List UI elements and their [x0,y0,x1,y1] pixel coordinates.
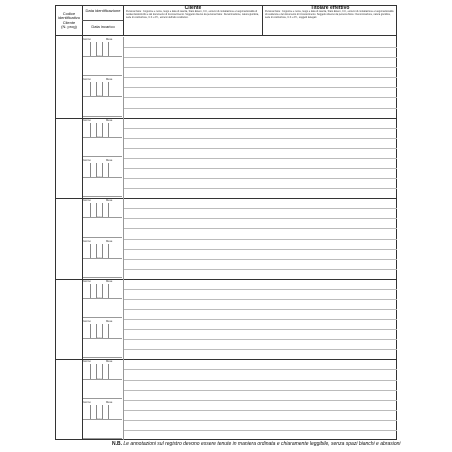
anno-label: Anno [97,377,104,381]
giorno-label: Giorno [83,400,91,404]
writing-line [123,380,397,381]
anno-label: Anno [97,176,104,180]
writing-line [123,299,397,300]
anno-label: Anno [97,55,104,59]
codice-line-4: (N. prog) [61,24,77,30]
writing-line [123,47,397,48]
date-tick [108,82,109,96]
date-tick [102,244,103,258]
mese-label: Mese [106,320,113,324]
column-divider-1 [82,5,83,440]
writing-line [123,420,397,421]
writing-line [123,178,397,179]
giorno-label: Giorno [83,360,91,364]
date-tick [108,42,109,56]
mese-label: Mese [106,38,113,41]
date-tick [102,364,103,378]
anno-label: Anno [97,216,104,220]
mese-label: Mese [106,199,113,203]
date-tick [90,82,91,96]
giorno-label: Giorno [83,158,91,162]
writing-line [123,410,397,411]
anno-label: Anno [97,337,104,341]
writing-line [123,208,397,209]
date-tick [90,244,91,258]
date-baseline [83,298,122,299]
writing-line [123,339,397,340]
anno-label: Anno [97,417,104,421]
giorno-label: Giorno [83,239,91,243]
writing-line [123,77,397,78]
date-tick [102,82,103,96]
date-baseline [83,196,122,197]
mese-label: Mese [106,239,113,243]
date-baseline [83,419,122,420]
date-tick [96,284,97,298]
writing-line [123,289,397,290]
footer-note [112,441,452,447]
date-baseline [83,137,122,138]
writing-line [123,259,397,260]
writing-line [123,57,397,58]
data-incarico-header: Data incarico [91,24,115,29]
block-inner-divider [123,198,124,279]
writing-line [123,400,397,401]
writing-line [123,239,397,240]
date-baseline [83,116,122,117]
date-tick [108,364,109,378]
date-baseline [83,258,122,259]
giorno-label: Giorno [83,38,91,41]
date-tick [108,244,109,258]
date-tick [108,284,109,298]
footer-nb: N.B. [112,441,122,447]
date-tick [90,42,91,56]
writing-line [123,138,397,139]
date-baseline [83,277,122,278]
date-tick [96,42,97,56]
date-tick [102,163,103,177]
block-inner-divider [123,359,124,440]
writing-line [123,228,397,229]
writing-line [123,67,397,68]
writing-line [123,168,397,169]
date-baseline [83,177,122,178]
mese-label: Mese [106,78,113,82]
anno-label: Anno [97,95,104,99]
date-tick [108,123,109,137]
writing-line [123,390,397,391]
giorno-label: Giorno [83,279,91,283]
writing-line [123,128,397,129]
giorno-label: Giorno [83,199,91,203]
date-tick [90,203,91,217]
date-tick [90,324,91,338]
date-tick [90,405,91,419]
data-identificazione-header: Data identificazione [85,8,121,13]
date-tick [102,42,103,56]
giorno-label: Giorno [83,78,91,82]
date-baseline [83,379,122,380]
date-tick [96,203,97,217]
date-tick [96,244,97,258]
codice-line-1: Codice [62,11,76,16]
writing-line [123,319,397,320]
mese-label: Mese [106,158,113,162]
date-baseline [83,237,122,238]
writing-line [123,309,397,310]
codice-line-3: Cliente [62,19,76,25]
cliente-title: Cliente [184,5,202,11]
writing-line [123,158,397,159]
codice-line-2: identificativo [57,15,80,21]
date-tick [96,324,97,338]
date-tick [96,405,97,419]
date-tick [96,163,97,177]
date-tick [102,405,103,419]
date-baseline [83,75,122,76]
date-tick [102,284,103,298]
register-form-frame [55,5,397,440]
titolare-title: Titolare effettivo [310,5,350,11]
date-tick [102,123,103,137]
mese-label: Mese [106,360,113,364]
block-inner-divider [123,118,124,199]
mese-label: Mese [106,118,113,122]
date-baseline [83,217,122,218]
date-baseline [83,317,122,318]
codice-header [56,12,82,30]
mese-label: Mese [106,279,113,283]
anno-label: Anno [97,256,104,260]
anno-label: Anno [97,296,104,300]
writing-line [123,269,397,270]
date-baseline [83,398,122,399]
cliente-description: Persona fisica : Cognome e nome, luogo e data di nascita, Stato Estero, C.F., estremi di contattazione e luogo/nazionalità di residenza/domicilio e del documento di riconoscimento. Soggetto diverso da persona fisica : Denominazione, natura giuridica, sede di costituzione, C.F. e P.I., estremi dell'atto costitutivo. [126,10,259,19]
date-baseline [83,156,122,157]
date-tick [90,123,91,137]
date-baseline [83,357,122,358]
anno-label: Anno [97,135,104,139]
writing-line [123,188,397,189]
writing-line [123,97,397,98]
date-tick [108,405,109,419]
date-tick [108,163,109,177]
giorno-label: Giorno [83,118,91,122]
header-date-divider [82,20,123,21]
date-tick [108,203,109,217]
writing-line [123,87,397,88]
writing-line [123,329,397,330]
date-baseline [83,96,122,97]
writing-line [123,148,397,149]
date-tick [90,284,91,298]
writing-line [123,430,397,431]
writing-line [123,249,397,250]
writing-line [123,108,397,109]
giorno-label: Giorno [83,320,91,324]
date-tick [108,324,109,338]
footer-text: Le annotazioni sul registro devono essere tenute in maniera ordinata e chiaramente leggibile, senza spazi bianchi e abrasioni [123,441,401,447]
date-baseline [83,56,122,57]
writing-line [123,218,397,219]
writing-line [123,349,397,350]
block-inner-divider [123,279,124,360]
writing-line [123,369,397,370]
date-tick [96,82,97,96]
date-tick [96,364,97,378]
date-tick [102,324,103,338]
date-baseline [83,438,122,439]
date-baseline [83,338,122,339]
date-tick [90,163,91,177]
mese-label: Mese [106,400,113,404]
block-inner-divider [123,37,124,118]
date-tick [102,203,103,217]
date-tick [96,123,97,137]
titolare-description: Persona fisica : Cognome e nome, luogo e data di nascita, Stato Estero, C.F., estremi di contattazione e luogo/nazionalità di residenza e del documento di riconoscimento. Soggetto diverso da persona fisica : Denominazione, natura giuridica, sede di costituzione, C.F. e P.I., soggetti delegati. [265,10,394,19]
date-tick [90,364,91,378]
